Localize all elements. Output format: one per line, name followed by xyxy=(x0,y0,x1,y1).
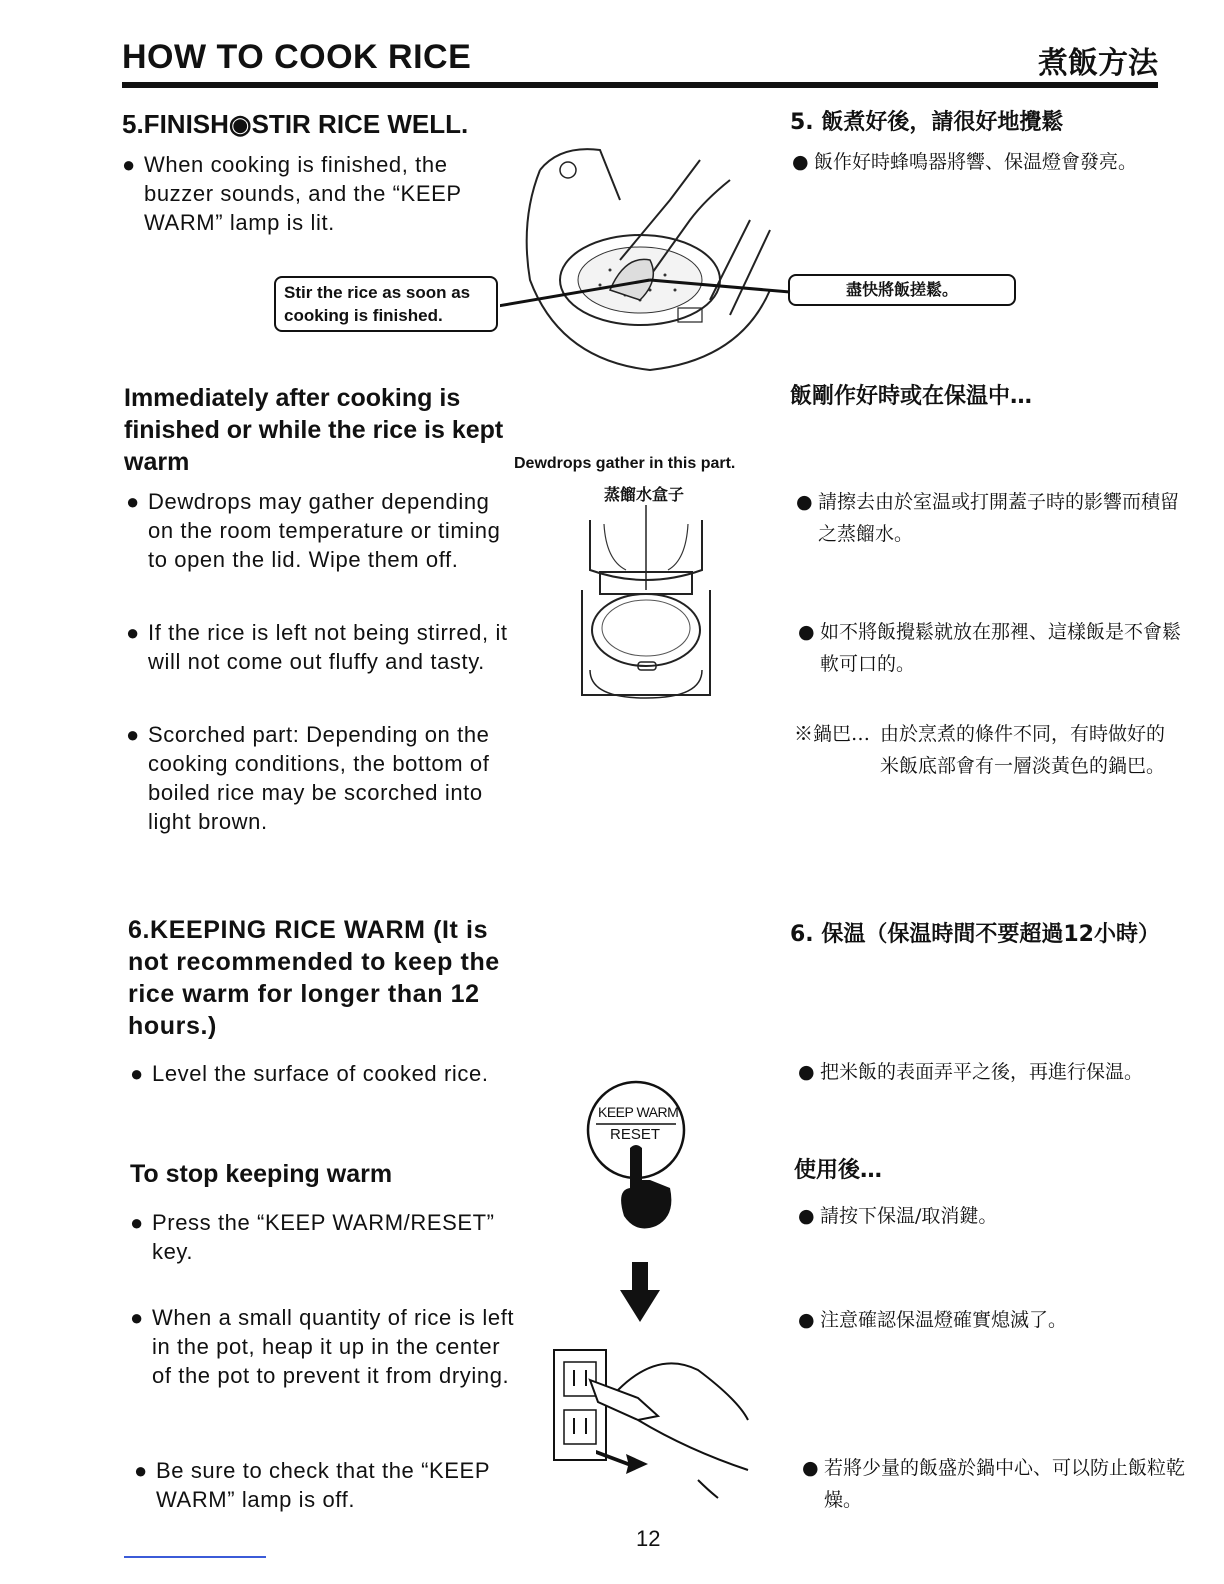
bullet-icon: ● xyxy=(798,1309,815,1331)
press-key-bullet-zh: ● 請按下保温/取消鍵。 xyxy=(798,1200,1190,1232)
section5-heading-zh: 5. 飯煮好後，請很好地攪鬆 xyxy=(790,110,1064,135)
bullet-icon: ● xyxy=(792,151,809,173)
dewdrops-caption-zh: 蒸餾水盒子 xyxy=(604,485,685,504)
scorched-bullet: ● Scorched part: Depending on the cooking conditions, the bottom of boiled rice may be scorched into light brown. xyxy=(126,722,490,834)
section6-heading: 6.KEEPING RICE WARM (It is not recommended to keep the rice warm for longer than 12 hours.) xyxy=(128,916,500,1040)
bullet-icon: ● xyxy=(802,1457,819,1479)
section5-bullet-finished: ● When cooking is finished, the buzzer sounds, and the “KEEP WARM” lamp is lit. xyxy=(122,152,462,235)
bullet-icon: ● xyxy=(126,722,140,747)
dewdrops-bullet: ● Dewdrops may gather depending on the room temperature or timing to open the lid. Wipe them off. xyxy=(126,489,501,572)
stir-bullet: ● If the rice is left not being stirred, it will not come out fluffy and tasty. xyxy=(126,620,508,674)
lamp-off-bullet-zh: ● 注意確認保温燈確實熄滅了。 xyxy=(798,1304,1190,1336)
lid-dewdrop-illustration xyxy=(576,500,716,705)
check-lamp-bullet: ● Be sure to check that the “KEEP WARM” lamp is off. xyxy=(134,1458,490,1512)
stop-warm-heading: To stop keeping warm xyxy=(130,1160,393,1188)
bullet-icon: ● xyxy=(130,1061,144,1086)
header-rule xyxy=(122,82,1158,88)
section5-bullet-finished-zh: ● 飯作好時蜂鳴器將響、保温燈會發亮。 xyxy=(792,146,1194,178)
heap-bullet-zh: ● 若將少量的飯盛於鍋中心、可以防止飯粒乾燥。 xyxy=(802,1452,1194,1516)
keep-warm-key-label: KEEP WARM xyxy=(598,1104,679,1120)
bullet-icon: ● xyxy=(134,1458,148,1483)
keep-warm-key-illustration xyxy=(580,1068,700,1238)
scorched-mark-zh: ※鍋巴… xyxy=(794,723,871,745)
down-arrow-icon xyxy=(618,1262,662,1324)
small-quantity-bullet: ● When a small quantity of rice is left in the pot, heap it up in the center of the pot to prevent it from drying. xyxy=(130,1305,515,1388)
bullet-icon: ● xyxy=(126,489,140,514)
stop-warm-heading-zh: 使用後… xyxy=(794,1158,883,1183)
reset-key-label: RESET xyxy=(610,1126,661,1143)
section5-heading: 5.FINISH◉STIR RICE WELL. xyxy=(122,109,469,139)
section6-heading-zh: 6. 保温（保温時間不要超過12小時） xyxy=(790,922,1160,947)
bullet-icon: ● xyxy=(798,1205,815,1227)
footer-rule xyxy=(124,1556,266,1558)
stir-callout-zh: 盡快將飯搓鬆。 xyxy=(788,274,1016,306)
press-key-bullet: ● Press the “KEEP WARM/RESET” key. xyxy=(130,1210,495,1264)
page-title-zh: 煮飯方法 xyxy=(1038,46,1158,81)
level-bullet-zh: ● 把米飯的表面弄平之後，再進行保温。 xyxy=(798,1056,1200,1088)
immediately-heading: Immediately after cooking is finished or while the rice is kept warm xyxy=(124,384,504,476)
immediately-heading-zh: 飯剛作好時或在保温中… xyxy=(790,384,1033,409)
page-number: 12 xyxy=(636,1526,661,1551)
bullet-icon: ● xyxy=(796,491,813,513)
page-title: HOW TO COOK RICE xyxy=(122,38,472,76)
bullet-icon: ● xyxy=(122,152,136,177)
scorched-bullet-zh: 由於烹煮的條件不同，有時做好的米飯底部會有一層淡黃色的鍋巴。 xyxy=(880,723,1166,777)
level-bullet: ● Level the surface of cooked rice. xyxy=(130,1061,489,1086)
stir-bullet-zh: ● 如不將飯攪鬆就放在那裡、這樣飯是不會鬆軟可口的。 xyxy=(798,616,1190,680)
rice-stir-illustration xyxy=(500,140,800,380)
bullet-icon: ● xyxy=(130,1210,144,1235)
bullet-icon: ● xyxy=(130,1305,144,1330)
dewdrops-caption: Dewdrops gather in this part. xyxy=(514,455,736,472)
bullet-icon: ● xyxy=(126,620,140,645)
dewdrops-bullet-zh: ● 請擦去由於室温或打開蓋子時的影響而積留之蒸餾水。 xyxy=(796,486,1188,550)
bullet-icon: ● xyxy=(798,1061,815,1083)
stir-callout: Stir the rice as soon as cooking is finished. xyxy=(274,276,498,332)
unplug-illustration xyxy=(548,1340,758,1500)
bullet-icon: ● xyxy=(798,621,815,643)
